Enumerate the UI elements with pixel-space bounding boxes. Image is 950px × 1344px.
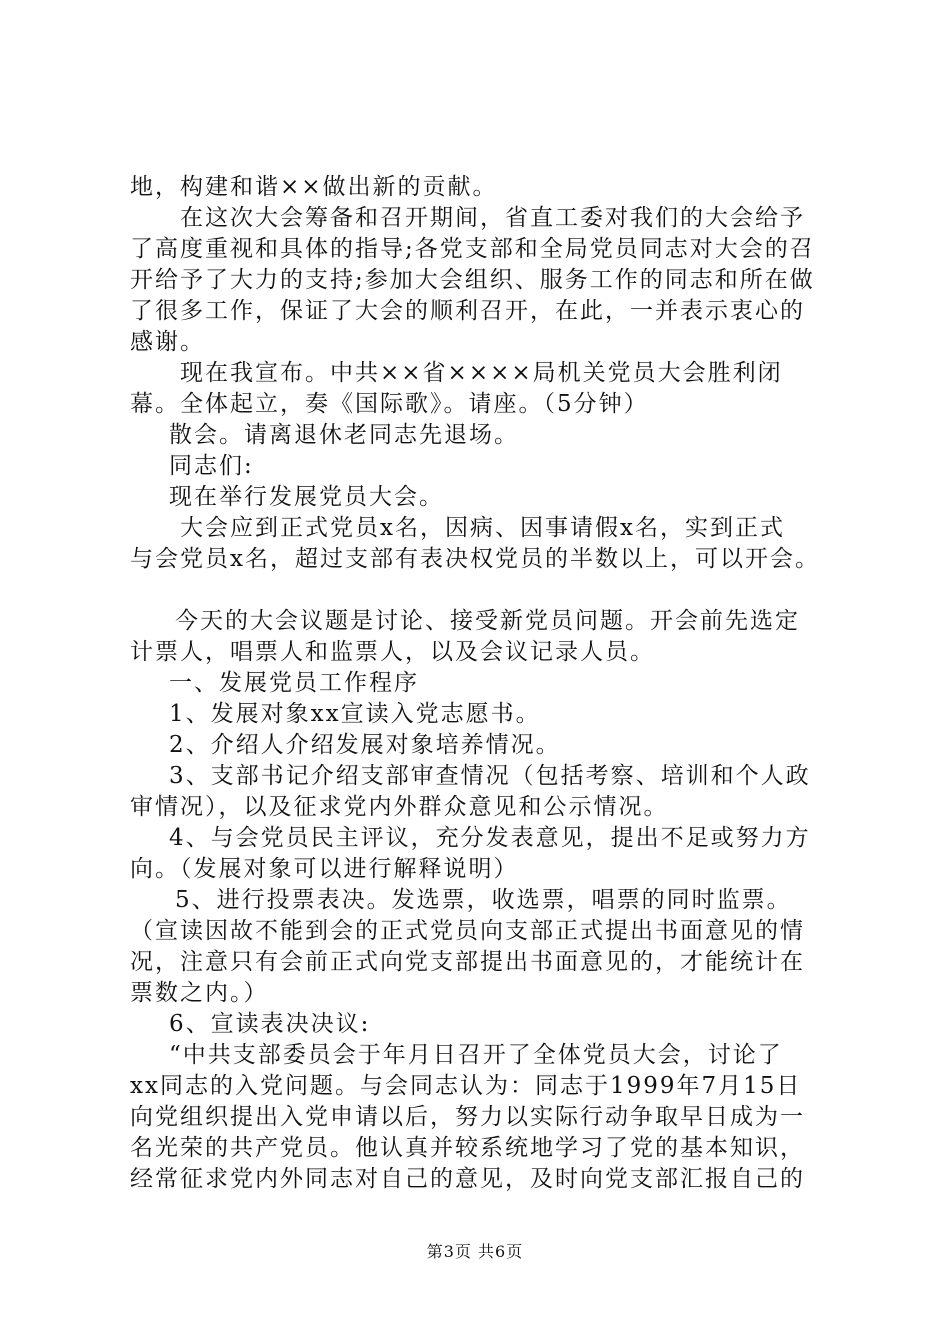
- paragraph-line: 4、与会党员民主评议，充分发表意见，提出不足或努力方: [169, 825, 811, 851]
- paragraph-line: 5、进行投票表决。发选票，收选票，唱票的同时监票。: [175, 887, 792, 913]
- paragraph-line: 6、宣读表决决议:: [169, 1011, 371, 1037]
- paragraph-line: 现在我宣布。中共××省××××局机关党员大会胜利闭: [180, 360, 783, 386]
- paragraph-line: 开给予了大力的支持;参加大会组织、服务工作的同志和所在做: [130, 267, 815, 293]
- paragraph-line: “中共支部委员会于年月日召开了全体党员大会，讨论了: [169, 1042, 783, 1068]
- paragraph-line: 一、发展党员工作程序: [169, 670, 419, 696]
- paragraph-line: 经常征求党内外同志对自己的意见，及时向党支部汇报自己的: [130, 1166, 805, 1192]
- paragraph-line: 地，构建和谐××做出新的贡献。: [130, 174, 498, 200]
- body-text: [130, 172, 850, 1195]
- paragraph-line: 感谢。: [130, 329, 205, 355]
- paragraph-line: 同志们:: [169, 453, 254, 479]
- paragraph-line: 大会应到正式党员x名，因病、因事请假x名，实到正式: [180, 515, 785, 541]
- paragraph-line: （宣读因故不能到会的正式党员向支部正式提出书面意见的情: [130, 918, 805, 944]
- paragraph-line: 名光荣的共产党员。他认真并较系统地学习了党的基本知识，: [130, 1135, 805, 1161]
- paragraph-line: 幕。全体起立，奏《国际歌》。请座。（5分钟）: [130, 391, 649, 417]
- paragraph-line: 散会。请离退休老同志先退场。: [169, 422, 519, 448]
- paragraph-line: 计票人，唱票人和监票人，以及会议记录人员。: [130, 639, 655, 665]
- paragraph-line: 现在举行发展党员大会。: [169, 484, 444, 510]
- paragraph-line: xx同志的入党问题。与会同志认为：同志于1999年7月15日: [130, 1073, 802, 1099]
- paragraph-line: 与会党员x名，超过支部有表决权党员的半数以上，可以开会。: [130, 546, 820, 572]
- paragraph-line: 票数之内。）: [130, 980, 269, 1006]
- paragraph-line: 1、发展对象xx宣读入党志愿书。: [169, 701, 541, 727]
- paragraph-line: 向党组织提出入党申请以后，努力以实际行动争取早日成为一: [130, 1104, 805, 1130]
- paragraph-line: 了很多工作，保证了大会的顺利召开，在此，一并表示衷心的: [130, 298, 805, 324]
- paragraph-line: 3、支部书记介绍支部审查情况（包括考察、培训和个人政: [169, 763, 811, 789]
- paragraph-line: 了高度重视和具体的指导;各党支部和全局党员同志对大会的召: [130, 236, 815, 262]
- paragraph-line: 今天的大会议题是讨论、接受新党员问题。开会前先选定: [175, 608, 800, 634]
- page-number-footer: 第3页 共6页: [426, 1242, 524, 1261]
- paragraph-line: 况，注意只有会前正式向党支部提出书面意见的，才能统计在: [130, 949, 805, 975]
- paragraph-line: 在这次大会筹备和召开期间，省直工委对我们的大会给予: [180, 205, 805, 231]
- paragraph-spacer: [130, 575, 850, 606]
- paragraph-line: 2、介绍人介绍发展对象培养情况。: [169, 732, 561, 758]
- paragraph-line: 向。（发展对象可以进行解释说明）: [130, 856, 519, 882]
- paragraph-line: 审情况），以及征求党内外群众意见和公示情况。: [130, 794, 669, 820]
